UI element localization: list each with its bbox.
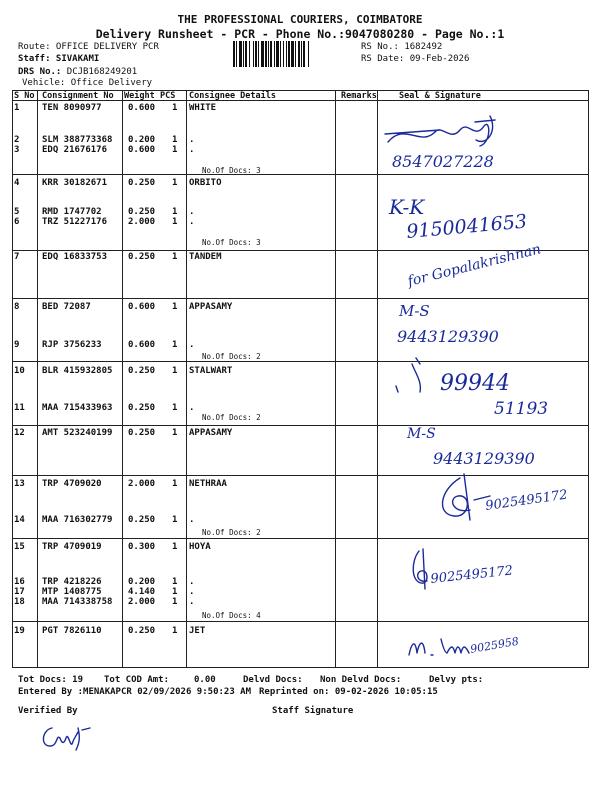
- cell-consignee-detail: .: [189, 597, 195, 607]
- cell-sno: 4: [14, 178, 20, 188]
- cell-weight: 0.250: [128, 178, 156, 188]
- cell-consignee-detail: .: [189, 577, 195, 587]
- cell-sno: 7: [14, 252, 20, 262]
- cell-sno: 11: [14, 403, 25, 413]
- drs-value: DCJB168249201: [66, 67, 138, 77]
- barcode-bar: [301, 41, 302, 67]
- col-header-consignee: Consignee Details: [189, 91, 276, 101]
- barcode-bar: [255, 41, 257, 67]
- col-header-pcs: PCS: [160, 91, 176, 101]
- cell-sno: 19: [14, 626, 25, 636]
- cell-weight: 0.600: [128, 302, 156, 312]
- cell-weight: 2.000: [128, 479, 156, 489]
- column-divider: [122, 90, 123, 668]
- signature-scribble: [385, 190, 575, 246]
- cell-consignment-no: SLM 388773368: [42, 135, 113, 145]
- cell-consignee-detail: JET: [189, 626, 206, 636]
- verified-by-label: Verified By: [18, 706, 78, 716]
- cell-consignee-detail: .: [189, 587, 195, 597]
- signature-scribble: [405, 241, 585, 300]
- cell-sno: 14: [14, 515, 25, 525]
- cell-consignment-no: TEN 8090977: [42, 103, 102, 113]
- docs-count: No.Of Docs: 2: [202, 352, 261, 361]
- cell-sno: 12: [14, 428, 25, 438]
- cell-sno: 10: [14, 366, 25, 376]
- cell-consignee-detail: STALWART: [189, 366, 233, 376]
- cell-consignment-no: PGT 7826110: [42, 626, 102, 636]
- cell-consignment-no: MAA 716302779: [42, 515, 113, 525]
- cell-consignee-detail: WHITE: [189, 103, 217, 113]
- barcode-bar: [236, 41, 237, 67]
- delivery-points-label: Delvy pts:: [429, 675, 484, 685]
- cell-pcs: 1: [172, 217, 178, 227]
- cell-consignment-no: MAA 714338758: [42, 597, 113, 607]
- cell-weight: 4.140: [128, 587, 156, 597]
- barcode-bar: [283, 41, 284, 67]
- cell-pcs: 1: [172, 145, 178, 155]
- cell-sno: 15: [14, 542, 25, 552]
- barcode-bar: [280, 41, 281, 67]
- signature-name: for Gopalakrishnan: [406, 241, 543, 290]
- total-cod-value: 0.00: [194, 675, 216, 685]
- signature-phone: 9025495172: [484, 487, 569, 514]
- cell-consignee-detail: TANDEM: [189, 252, 222, 262]
- barcode-bar: [288, 41, 290, 67]
- signature-digits: 51193: [494, 399, 549, 419]
- runsheet-subtitle: Delivery Runsheet - PCR - Phone No.:9047080280 - Page No.:1: [95, 27, 505, 41]
- total-docs: Tot Docs: 19: [18, 675, 84, 685]
- signature-phone: 9443129390: [397, 327, 499, 346]
- cell-consignment-no: MTP 1408775: [42, 587, 102, 597]
- barcode-bar: [265, 41, 267, 67]
- drs-label: DRS No.:: [18, 67, 62, 77]
- signature-initials: K-K: [389, 195, 425, 219]
- col-header-sno: S No: [14, 91, 35, 101]
- cell-consignee-detail: APPASAMY: [189, 428, 233, 438]
- cell-pcs: 1: [172, 626, 178, 636]
- cell-pcs: 1: [172, 597, 178, 607]
- verifier-scribble: [38, 722, 98, 752]
- cell-weight: 0.600: [128, 340, 156, 350]
- column-divider: [186, 90, 187, 668]
- cell-consignment-no: EDQ 21676176: [42, 145, 108, 155]
- cell-weight: 0.250: [128, 428, 156, 438]
- cell-pcs: 1: [172, 135, 178, 145]
- cell-consignee-detail: .: [189, 207, 195, 217]
- cell-sno: 9: [14, 340, 20, 350]
- cell-consignee-detail: NETHRAA: [189, 479, 227, 489]
- handwritten-signature: [405, 545, 555, 599]
- cell-pcs: 1: [172, 403, 178, 413]
- cell-pcs: 1: [172, 340, 178, 350]
- col-header-weight: Weight: [124, 91, 155, 101]
- barcode-bar: [258, 41, 259, 67]
- cell-pcs: 1: [172, 302, 178, 312]
- cell-consignee-detail: .: [189, 145, 195, 155]
- cell-pcs: 1: [172, 515, 178, 525]
- barcode-bar: [308, 41, 309, 67]
- cell-weight: 0.300: [128, 542, 156, 552]
- cell-consignee-detail: .: [189, 515, 195, 525]
- cell-consignment-no: TRP 4218226: [42, 577, 102, 587]
- docs-count: No.Of Docs: 3: [202, 238, 261, 247]
- signature-scribble: [430, 470, 580, 530]
- vehicle-label: Vehicle: Office Delivery: [22, 78, 153, 88]
- barcode-bar: [303, 41, 305, 67]
- cell-sno: 8: [14, 302, 20, 312]
- cell-consignment-no: TRP 4709020: [42, 479, 102, 489]
- docs-count: No.Of Docs: 3: [202, 166, 261, 175]
- signature-phone: 9025495172: [429, 563, 514, 587]
- signature-digits: 99944: [440, 371, 510, 396]
- handwritten-signature: [395, 300, 575, 354]
- barcode-bar: [243, 41, 244, 67]
- drs-number: [18, 67, 137, 77]
- group-divider: [12, 621, 589, 622]
- cell-pcs: 1: [172, 103, 178, 113]
- cell-weight: 0.250: [128, 366, 156, 376]
- cell-consignee-detail: ORBITO: [189, 178, 222, 188]
- handwritten-signature: [390, 350, 570, 424]
- cell-pcs: 1: [172, 178, 178, 188]
- handwritten-signature: [385, 190, 575, 250]
- signature-phone: 8547027228: [392, 152, 494, 171]
- cell-sno: 5: [14, 207, 20, 217]
- signature-initials: M-S: [399, 302, 430, 320]
- rs-date: RS Date: 09-Feb-2026: [361, 54, 470, 64]
- staff-label: Staff: SIVAKAMI: [18, 54, 100, 64]
- cell-pcs: 1: [172, 252, 178, 262]
- handwritten-signature: [430, 470, 580, 534]
- signature-scribble: [380, 112, 580, 172]
- cell-pcs: 1: [172, 587, 178, 597]
- cell-consignment-no: RMD 1747702: [42, 207, 102, 217]
- cell-sno: 2: [14, 135, 20, 145]
- cell-weight: 0.200: [128, 135, 156, 145]
- barcode-bar: [276, 41, 279, 67]
- barcode-bar: [286, 41, 287, 67]
- cell-consignee-detail: .: [189, 340, 195, 350]
- verifier-signature: [38, 722, 98, 756]
- cell-consignee-detail: APPASAMY: [189, 302, 233, 312]
- cell-weight: 0.600: [128, 103, 156, 113]
- signature-scribble: [405, 420, 585, 470]
- barcode-bar: [274, 41, 275, 67]
- cell-consignment-no: TRZ 51227176: [42, 217, 108, 227]
- cell-consignment-no: BLR 415932805: [42, 366, 113, 376]
- cell-pcs: 1: [172, 366, 178, 376]
- docs-count: No.Of Docs: 2: [202, 528, 261, 537]
- barcode-bar: [268, 41, 269, 67]
- rs-number: RS No.: 1682492: [361, 42, 443, 52]
- cell-consignee-detail: .: [189, 403, 195, 413]
- route-label: Route: OFFICE DELIVERY PCR: [18, 42, 159, 52]
- cell-consignment-no: BED 72087: [42, 302, 91, 312]
- cell-weight: 0.600: [128, 145, 156, 155]
- cell-consignment-no: MAA 715433963: [42, 403, 113, 413]
- cell-pcs: 1: [172, 542, 178, 552]
- barcode-graphic: [232, 41, 356, 67]
- cell-weight: 2.000: [128, 597, 156, 607]
- cell-weight: 0.250: [128, 626, 156, 636]
- cell-sno: 13: [14, 479, 25, 489]
- barcode-bar: [233, 41, 235, 67]
- group-divider: [12, 538, 589, 539]
- cell-weight: 0.250: [128, 207, 156, 217]
- cell-consignment-no: EDQ 16833753: [42, 252, 108, 262]
- barcode-bar: [245, 41, 247, 67]
- cell-consignee-detail: .: [189, 217, 195, 227]
- reprinted-on: Reprinted on: 09-02-2026 10:05:15: [259, 687, 438, 697]
- signature-scribble: [395, 300, 575, 350]
- docs-count: No.Of Docs: 2: [202, 413, 261, 422]
- cell-consignment-no: AMT 523240199: [42, 428, 113, 438]
- table-border-left: [12, 90, 13, 668]
- cell-pcs: 1: [172, 577, 178, 587]
- signature-scribble: [405, 625, 585, 670]
- delivered-docs-label: Delvd Docs:: [243, 675, 303, 685]
- barcode-bar: [253, 41, 254, 67]
- non-delivered-docs-label: Non Delvd Docs:: [320, 675, 402, 685]
- signature-phone: 9443129390: [433, 449, 535, 468]
- cell-sno: 16: [14, 577, 25, 587]
- signature-phone: 9150041653: [405, 210, 528, 243]
- cell-weight: 0.250: [128, 252, 156, 262]
- docs-count: No.Of Docs: 4: [202, 611, 261, 620]
- barcode-bar: [270, 41, 272, 67]
- column-divider: [37, 90, 38, 668]
- cell-sno: 6: [14, 217, 20, 227]
- barcode-bar: [249, 41, 250, 67]
- cell-consignment-no: RJP 3756233: [42, 340, 102, 350]
- column-divider: [335, 90, 336, 668]
- total-cod-label: Tot COD Amt:: [104, 675, 170, 685]
- handwritten-signature: [405, 420, 585, 474]
- barcode-bar: [239, 41, 242, 67]
- cell-weight: 0.200: [128, 577, 156, 587]
- barcode-bar: [298, 41, 300, 67]
- cell-weight: 0.250: [128, 515, 156, 525]
- cell-sno: 17: [14, 587, 25, 597]
- cell-pcs: 1: [172, 207, 178, 217]
- barcode-bar: [291, 41, 294, 67]
- cell-sno: 1: [14, 103, 20, 113]
- signature-initials: M-S: [407, 426, 436, 442]
- cell-consignment-no: TRP 4709019: [42, 542, 102, 552]
- handwritten-signature: [380, 112, 580, 176]
- cell-consignment-no: KRR 30182671: [42, 178, 108, 188]
- cell-pcs: 1: [172, 428, 178, 438]
- cell-consignee-detail: HOYA: [189, 542, 211, 552]
- handwritten-signature: [405, 625, 585, 674]
- company-title: THE PROFESSIONAL COURIERS, COIMBATORE: [177, 13, 423, 26]
- col-header-remarks: Remarks: [341, 91, 377, 101]
- handwritten-signature: [405, 241, 585, 304]
- table-border-right: [588, 90, 589, 668]
- signature-phone: 9025958: [469, 634, 520, 656]
- staff-signature-label: Staff Signature: [272, 706, 354, 716]
- cell-sno: 3: [14, 145, 20, 155]
- signature-scribble: [390, 350, 570, 420]
- column-divider: [377, 90, 378, 668]
- cell-consignee-detail: .: [189, 135, 195, 145]
- cell-pcs: 1: [172, 479, 178, 489]
- cell-weight: 0.250: [128, 403, 156, 413]
- barcode: [232, 41, 356, 67]
- cell-sno: 18: [14, 597, 25, 607]
- col-header-consignment: Consignment No: [42, 91, 114, 101]
- col-header-signature: Seal & Signature: [399, 91, 481, 101]
- barcode-bar: [261, 41, 264, 67]
- barcode-bar: [295, 41, 296, 67]
- signature-scribble: [405, 545, 555, 595]
- cell-weight: 2.000: [128, 217, 156, 227]
- entered-by: Entered By :MENAKAPCR 02/09/2026 9:50:23 AM: [18, 687, 251, 697]
